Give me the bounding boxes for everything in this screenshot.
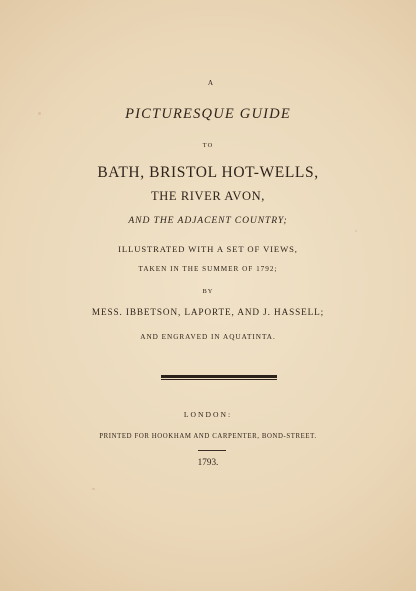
place-line-1: BATH, BRISTOL HOT-WELLS,: [97, 164, 319, 181]
engraved-line: AND ENGRAVED IN AQUATINTA.: [140, 333, 276, 341]
illustrated-line: ILLUSTRATED WITH A SET OF VIEWS,: [118, 244, 298, 254]
place-line-2: THE RIVER AVON,: [151, 189, 265, 203]
main-title: PICTURESQUE GUIDE: [125, 106, 291, 122]
by-label: BY: [202, 288, 214, 295]
foxing-spot: [92, 488, 95, 490]
authors-line: MESS. IBBETSON, LAPORTE, AND J. HASSELL;: [91, 307, 325, 317]
double-rule-divider: [161, 375, 277, 380]
imprint-printer: PRINTED FOR HOOKHAM AND CARPENTER, BOND-STREET.: [99, 433, 317, 440]
article-a: A: [207, 79, 215, 87]
place-line-3: AND THE ADJACENT COUNTRY;: [128, 215, 288, 226]
short-rule-divider: [198, 450, 226, 451]
imprint-city: LONDON:: [183, 410, 233, 419]
to-label: TO: [202, 142, 214, 149]
imprint-year: 1793.: [197, 457, 219, 467]
foxing-spot: [355, 230, 357, 232]
taken-line: TAKEN IN THE SUMMER OF 1792;: [138, 265, 278, 273]
